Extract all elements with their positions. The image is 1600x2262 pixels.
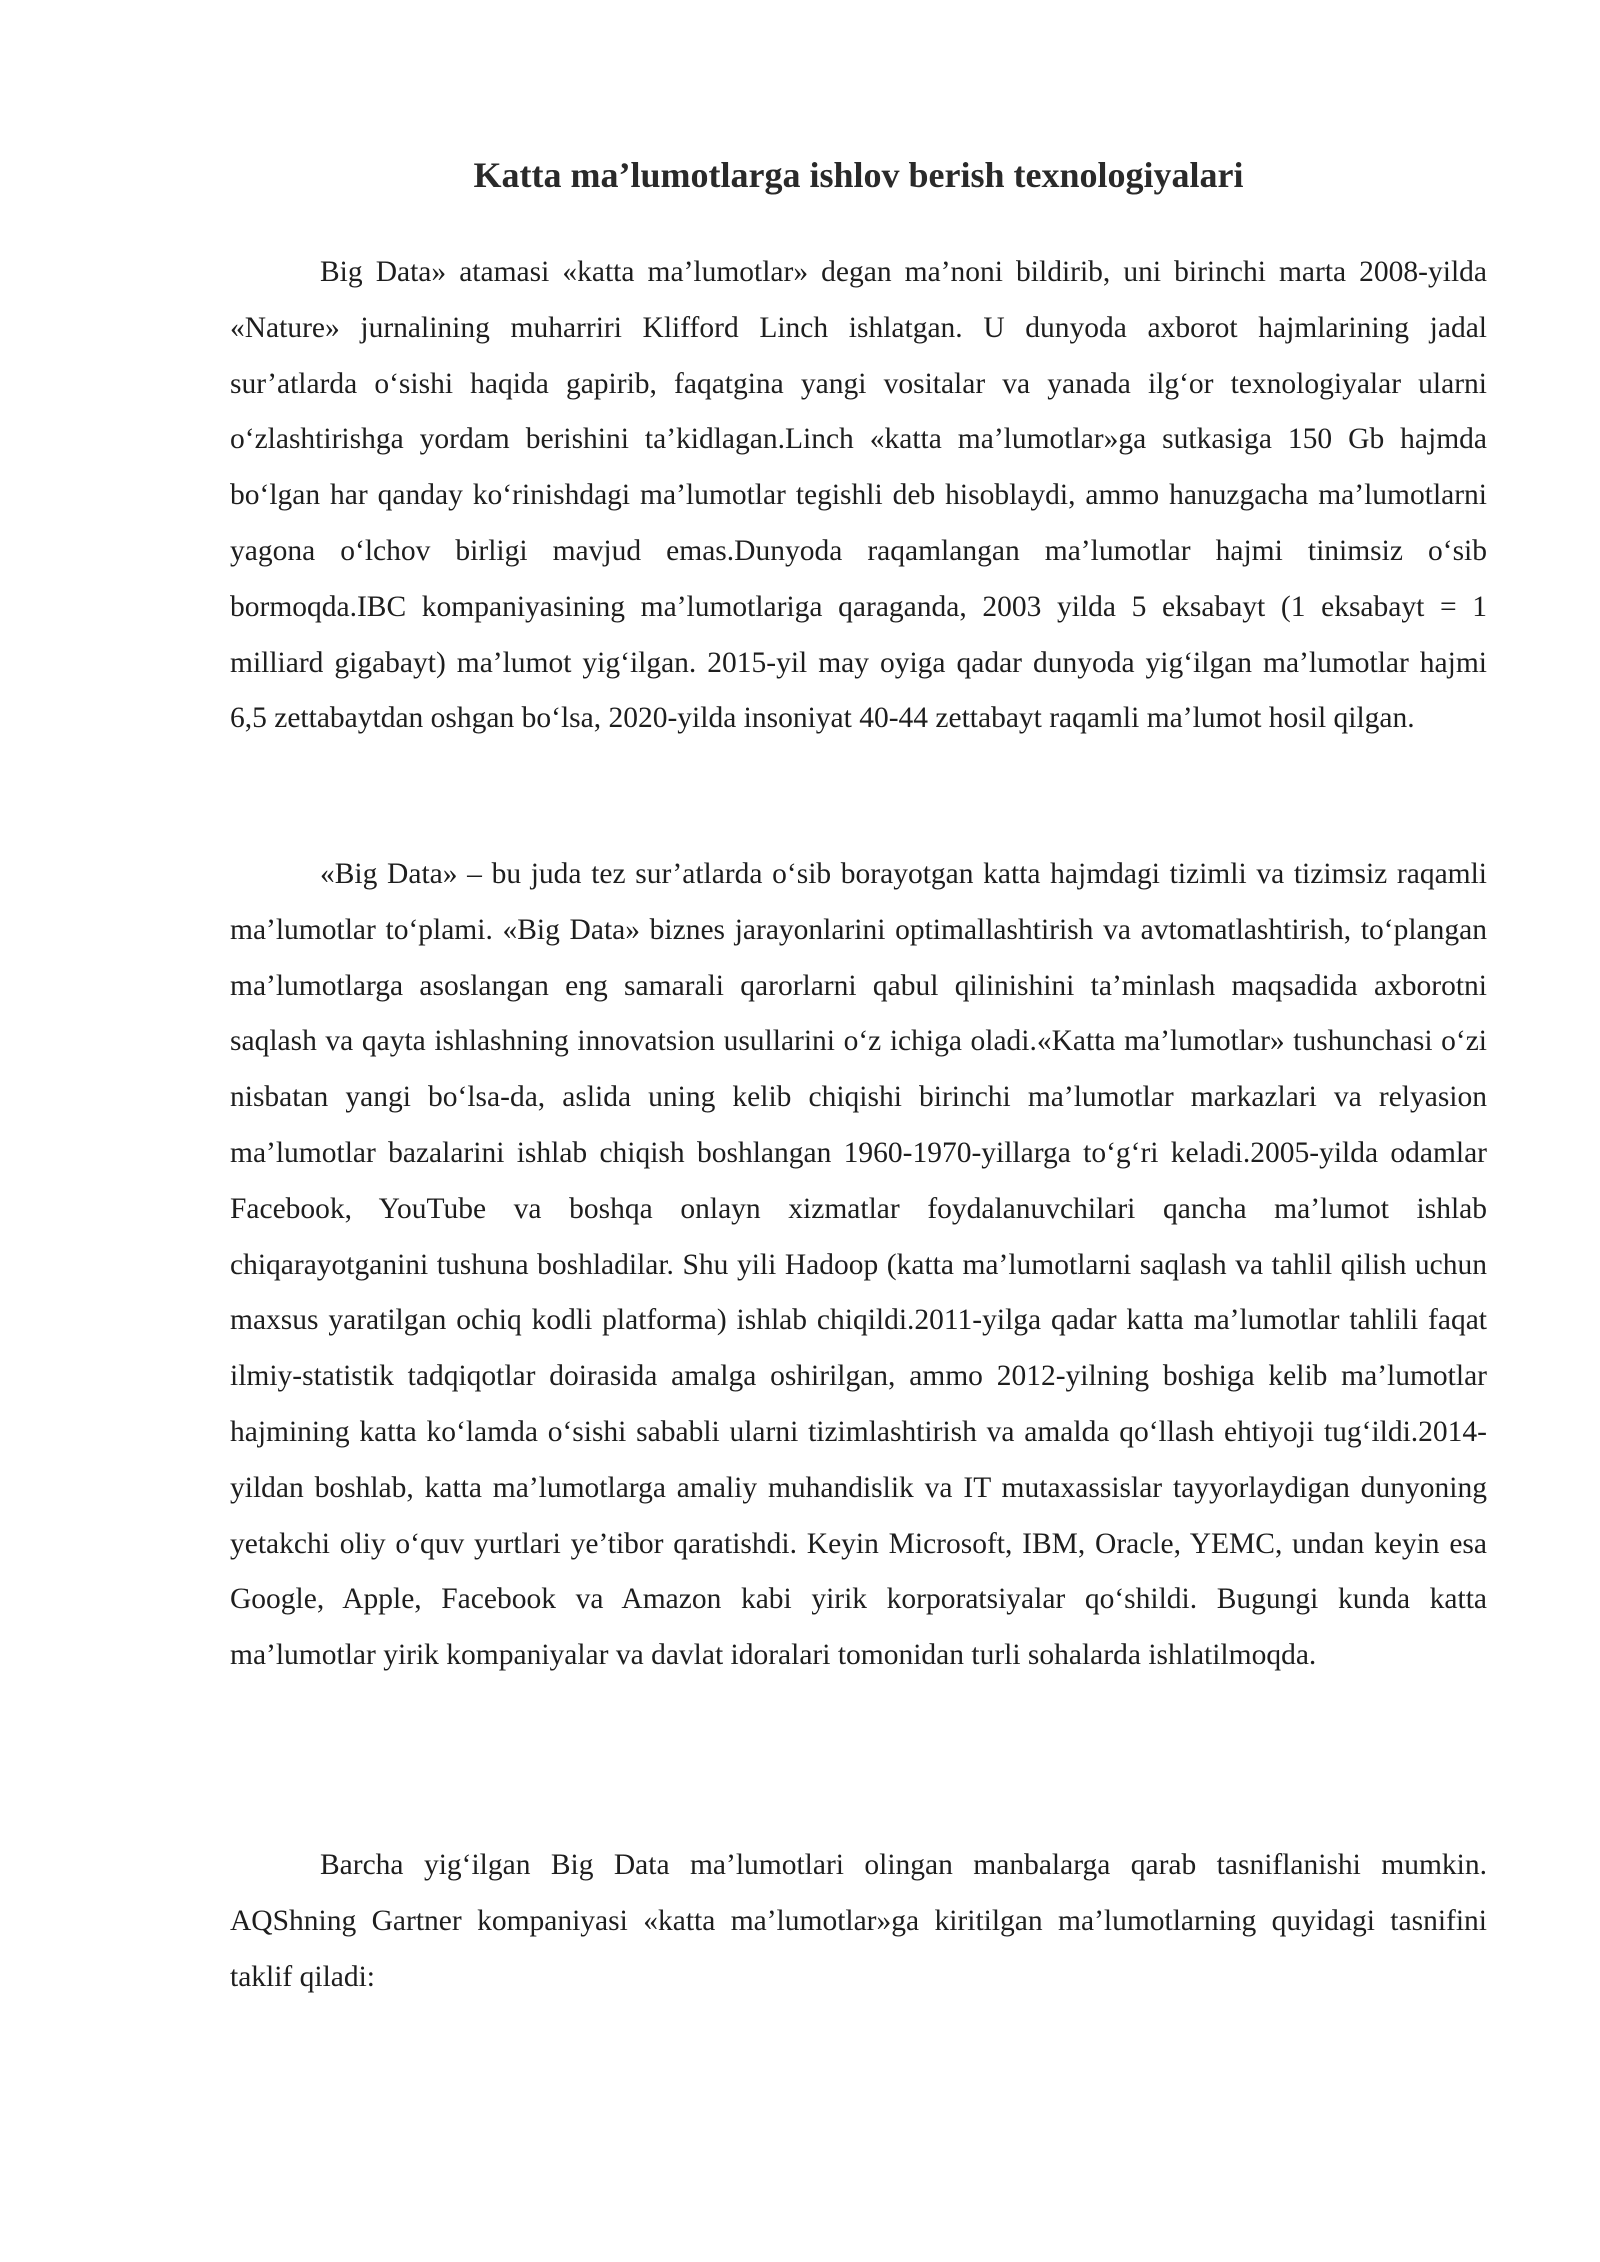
paragraph-big-data-origin: Big Data» atamasi «katta ma’lumotlar» degan ma’noni bildirib, uni birinchi marta 2008-yilda «Nature» jurnalining muharriri Klifford Linch ishlatgan. U dunyoda axborot hajmlarining jadal sur’atlarda o‘sishi haqida gapirib, faqatgina yangi vositalar va yanada ilg‘or texnologiyalar ularni o‘zlashtirishga yordam berishini ta’kidlagan.Linch «katta ma’lumotlar»ga sutkasiga 150 Gb hajmda bo‘lgan har qanday ko‘rinishdagi ma’lumotlar tegishli deb hisoblaydi, ammo hanuzgacha ma’lumotlarni yagona o‘lchov birligi mavjud emas.Dunyoda raqamlangan ma’lumotlar hajmi tinimsiz o‘sib bormoqda.IBC kompaniyasining ma’lumotlariga qaraganda, 2003 yilda 5 eksabayt (1 eksabayt = 1 milliard gigabayt) ma’lumot yig‘ilgan. 2015-yil may oyiga qadar dunyoda yig‘ilgan ma’lumotlar hajmi 6,5 zettabaytdan oshgan bo‘lsa, 2020-yilda insoniyat 40-44 zettabayt raqamli ma’lumot hosil qilgan. (230, 256, 1487, 735)
paragraph-big-data-definition: «Big Data» – bu juda tez sur’atlarda o‘sib borayotgan katta hajmdagi tizimli va tizimsiz raqamli ma’lumotlar to‘plami. «Big Data» biznes jarayonlarini optimallashtirish va avtomatlashtirish, to‘plangan ma’lumotlarga asoslangan eng samarali qarorlarni qabul qilinishini ta’minlash maqsadida axborotni saqlash va qayta ishlashning innovatsion usullarini o‘z ichiga oladi.«Katta ma’lumotlar» tushunchasi o‘zi nisbatan yangi bo‘lsa-da, aslida uning kelib chiqishi birinchi ma’lumotlar markazlari va relyasion ma’lumotlar bazalarini ishlab chiqish boshlangan 1960-1970-yillarga to‘g‘ri keladi.2005-yilda odamlar Facebook, YouTube va boshqa onlayn xizmatlar foydalanuvchilari qancha ma’lumot ishlab chiqarayotganini tushuna boshladilar. Shu yili Hadoop (katta ma’lumotlarni saqlash va tahlil qilish uchun maxsus yaratilgan ochiq kodli platforma) ishlab chiqildi.2011-yilga qadar katta ma’lumotlar tahlili faqat ilmiy-statistik tadqiqotlar doirasida amalga oshirilgan, ammo 2012-yilning boshiga kelib ma’lumotlar hajmining katta ko‘lamda o‘sishi sababli ularni tizimlashtirish va amalda qo‘llash ehtiyoji tug‘ildi.2014-yildan boshlab, katta ma’lumotlarga amaliy muhandislik va IT mutaxassislar tayyorlaydigan dunyoning yetakchi oliy o‘quv yurtlari ye’tibor qaratishdi. Keyin Microsoft, IBM, Oracle, YEMC, undan keyin esa Google, Apple, Facebook va Amazon kabi yirik korporatsiyalar qo‘shildi. Bugungi kunda katta ma’lumotlar yirik kompaniyalar va davlat idoralari tomonidan turli sohalarda ishlatilmoqda. (230, 858, 1487, 1672)
paragraph-big-data-classification: Barcha yig‘ilgan Big Data ma’lumotlari olingan manbalarga qarab tasniflanishi mumkin. AQShning Gartner kompaniyasi «katta ma’lumotlar»ga kiritilgan ma’lumotlarning quyidagi tasnifini taklif qiladi: (230, 1849, 1487, 1993)
document-title: Katta ma’lumotlarga ishlov berish texnologiyalari (473, 155, 1244, 195)
